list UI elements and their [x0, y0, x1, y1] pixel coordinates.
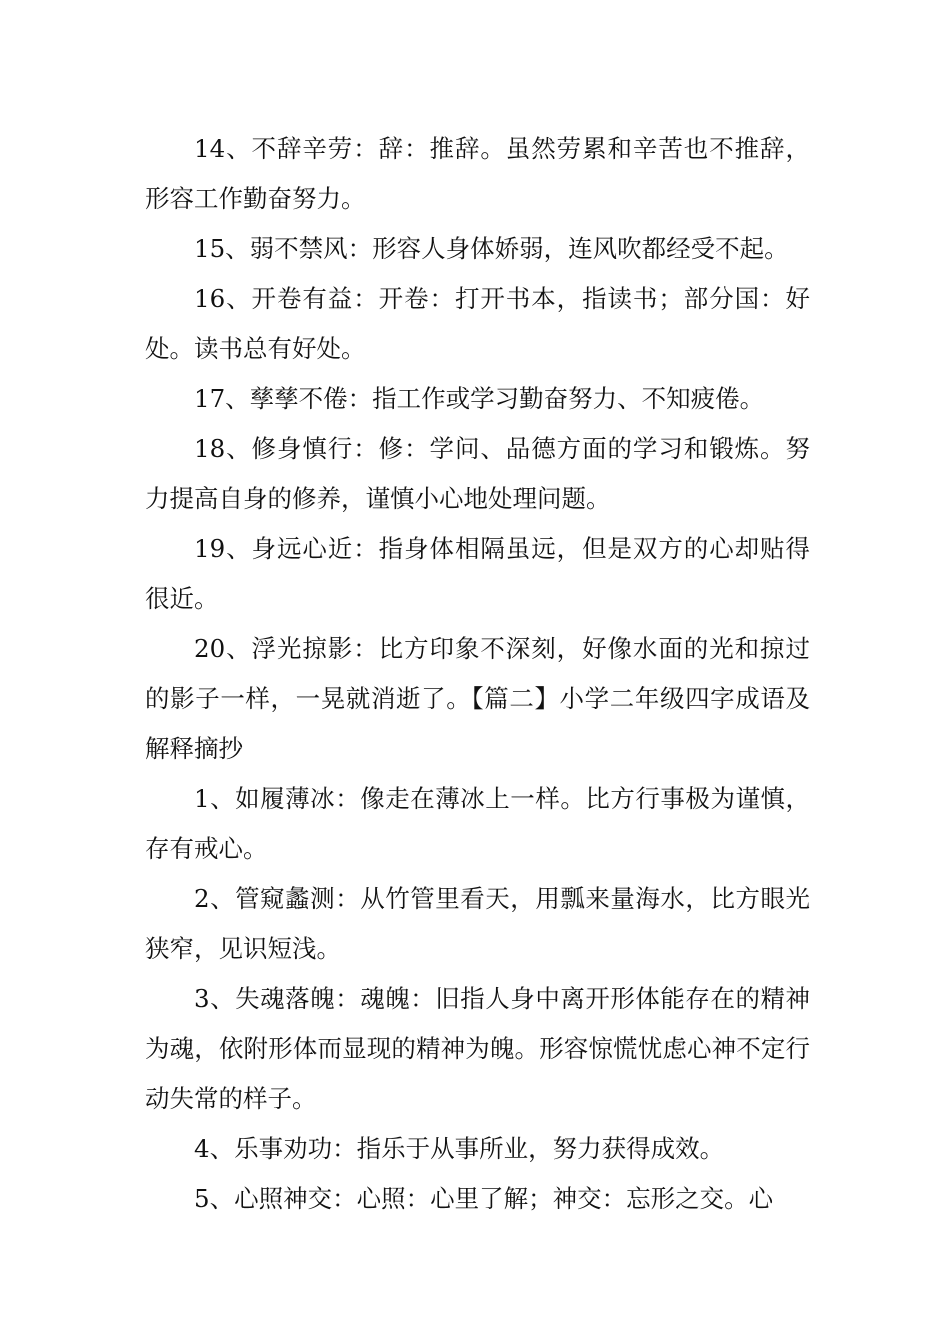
paragraph-idiom-15: 15、弱不禁风：形容人身体娇弱，连风吹都经受不起。	[194, 234, 789, 263]
paragraph-idiom-16: 16、开卷有益：开卷：打开书本，指读书；部分国：好处。读书总有好处。	[145, 284, 810, 363]
paragraph-idiom-20: 20、浮光掠影：比方印象不深刻，好像水面的光和掠过的影子一样，一晃就消逝了。【篇二】小学二年级四字成语及解释摘抄	[145, 634, 810, 763]
document-body	[145, 124, 810, 1224]
paragraph-idiom-1: 1、如履薄冰：像走在薄冰上一样。比方行事极为谨慎，存有戒心。	[145, 784, 810, 863]
paragraph-idiom-18: 18、修身慎行：修：学问、品德方面的学习和锻炼。努力提高自身的修养，谨慎小心地处理问题。	[145, 434, 810, 513]
paragraph-idiom-4: 4、乐事劝功：指乐于从事所业，努力获得成效。	[194, 1134, 725, 1163]
paragraph-idiom-5: 5、心照神交：心照：心里了解；神交：忘形之交。心	[194, 1184, 774, 1213]
paragraph-idiom-17: 17、孳孳不倦：指工作或学习勤奋努力、不知疲倦。	[194, 384, 765, 413]
paragraph-idiom-14: 14、不辞辛劳：辞：推辞。虽然劳累和辛苦也不推辞，形容工作勤奋努力。	[145, 134, 810, 213]
paragraph-idiom-2: 2、管窥蠡测：从竹管里看天，用瓢来量海水，比方眼光狭窄，见识短浅。	[145, 884, 810, 963]
paragraph-idiom-3: 3、失魂落魄：魂魄：旧指人身中离开形体能存在的精神为魂，依附形体而显现的精神为魄。形容惊慌忧虑心神不定行动失常的样子。	[145, 984, 810, 1113]
paragraph-idiom-19: 19、身远心近：指身体相隔虽远，但是双方的心却贴得很近。	[145, 534, 810, 613]
